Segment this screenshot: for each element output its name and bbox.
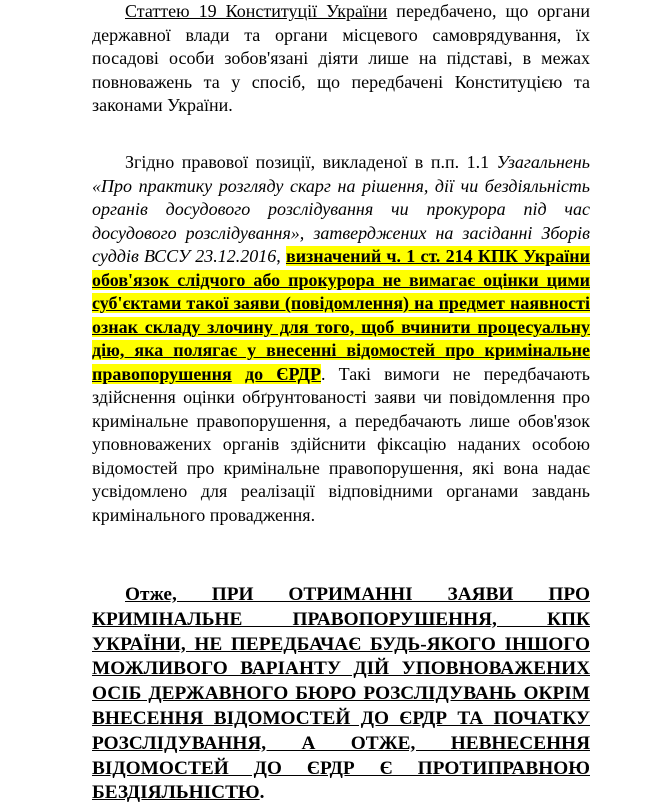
paragraph-conclusion: [92, 583, 590, 806]
summary-citation: Узагальнень «Про практику розгляду скарг на рішення, дії чи бездіяльність органів досудового розслідування чи прокурора під час досудового розслідування», затверджених на засіданні Зборів суддів ВССУ 23.12.2016: [92, 152, 590, 266]
constitution-article-link[interactable]: Статтею 19 Конституції України: [125, 1, 388, 21]
conclusion-period: .: [259, 782, 265, 804]
highlighted-erdr: до ЄРДР: [245, 363, 321, 384]
paragraph-constitution: [92, 0, 590, 118]
paragraph-legal-position: [92, 151, 590, 527]
citation-comma: ,: [276, 246, 286, 266]
highlighted-space: [232, 364, 245, 384]
paragraph-rest: . Такі вимоги не передбачають здійснення оцінки обґрунтованості заяви чи повідомлення про кримінальне правопорушення, а передбачають лише обов'язок уповноважених органів здійснити фіксацію наданих особою відомостей про кримінальне правопорушення, які вона надає усвідомлено для реалізації відповідними органами завдань кримінального провадження.: [92, 363, 590, 525]
paragraph-lead: Згідно правової позиції, викладеної в п.п. 1.1: [125, 152, 497, 172]
highlighted-quote: визначений ч. 1 ст. 214 КПК України обов'язок слідчого або прокурора не вимагає оцінки цими суб'єктами такої заяви (повідомлення) на предмет наявності ознак складу злочину для того, щоб вчинити процесуальну дію, яка полягає у внесенні відомостей про кримінальне правопорушення: [92, 246, 590, 384]
conclusion-text: Отже, ПРИ ОТРИМАННІ ЗАЯВИ ПРО КРИМІНАЛЬНЕ ПРАВОПОРУШЕННЯ, КПК УКРАЇНИ, НЕ ПЕРЕДБАЧАЄ БУДЬ-ЯКОГО ІНШОГО МОЖЛИВОГО ВАРІАНТУ ДІЙ УПОВНОВАЖЕНИХ ОСІБ ДЕРЖАВНОГО БЮРО РОЗСЛІДУВАНЬ ОКРІМ ВНЕСЕННЯ ВІДОМОСТЕЙ ДО ЄРДР ТА ПОЧАТКУ РОЗСЛІДУВАННЯ, А ОТЖЕ, НЕВНЕСЕННЯ ВІДОМОСТЕЙ ДО ЄРДР Є ПРОТИПРАВНОЮ БЕЗДІЯЛЬНІСТЮ: [92, 584, 590, 804]
paragraph-text: передбачено, що органи державної влади та органи місцевого самоврядування, їх посадові особи зобов'язані діяти лише на підставі, в межах повноважень та у спосіб, що передбачені Конституцією та законами України.: [92, 1, 590, 115]
